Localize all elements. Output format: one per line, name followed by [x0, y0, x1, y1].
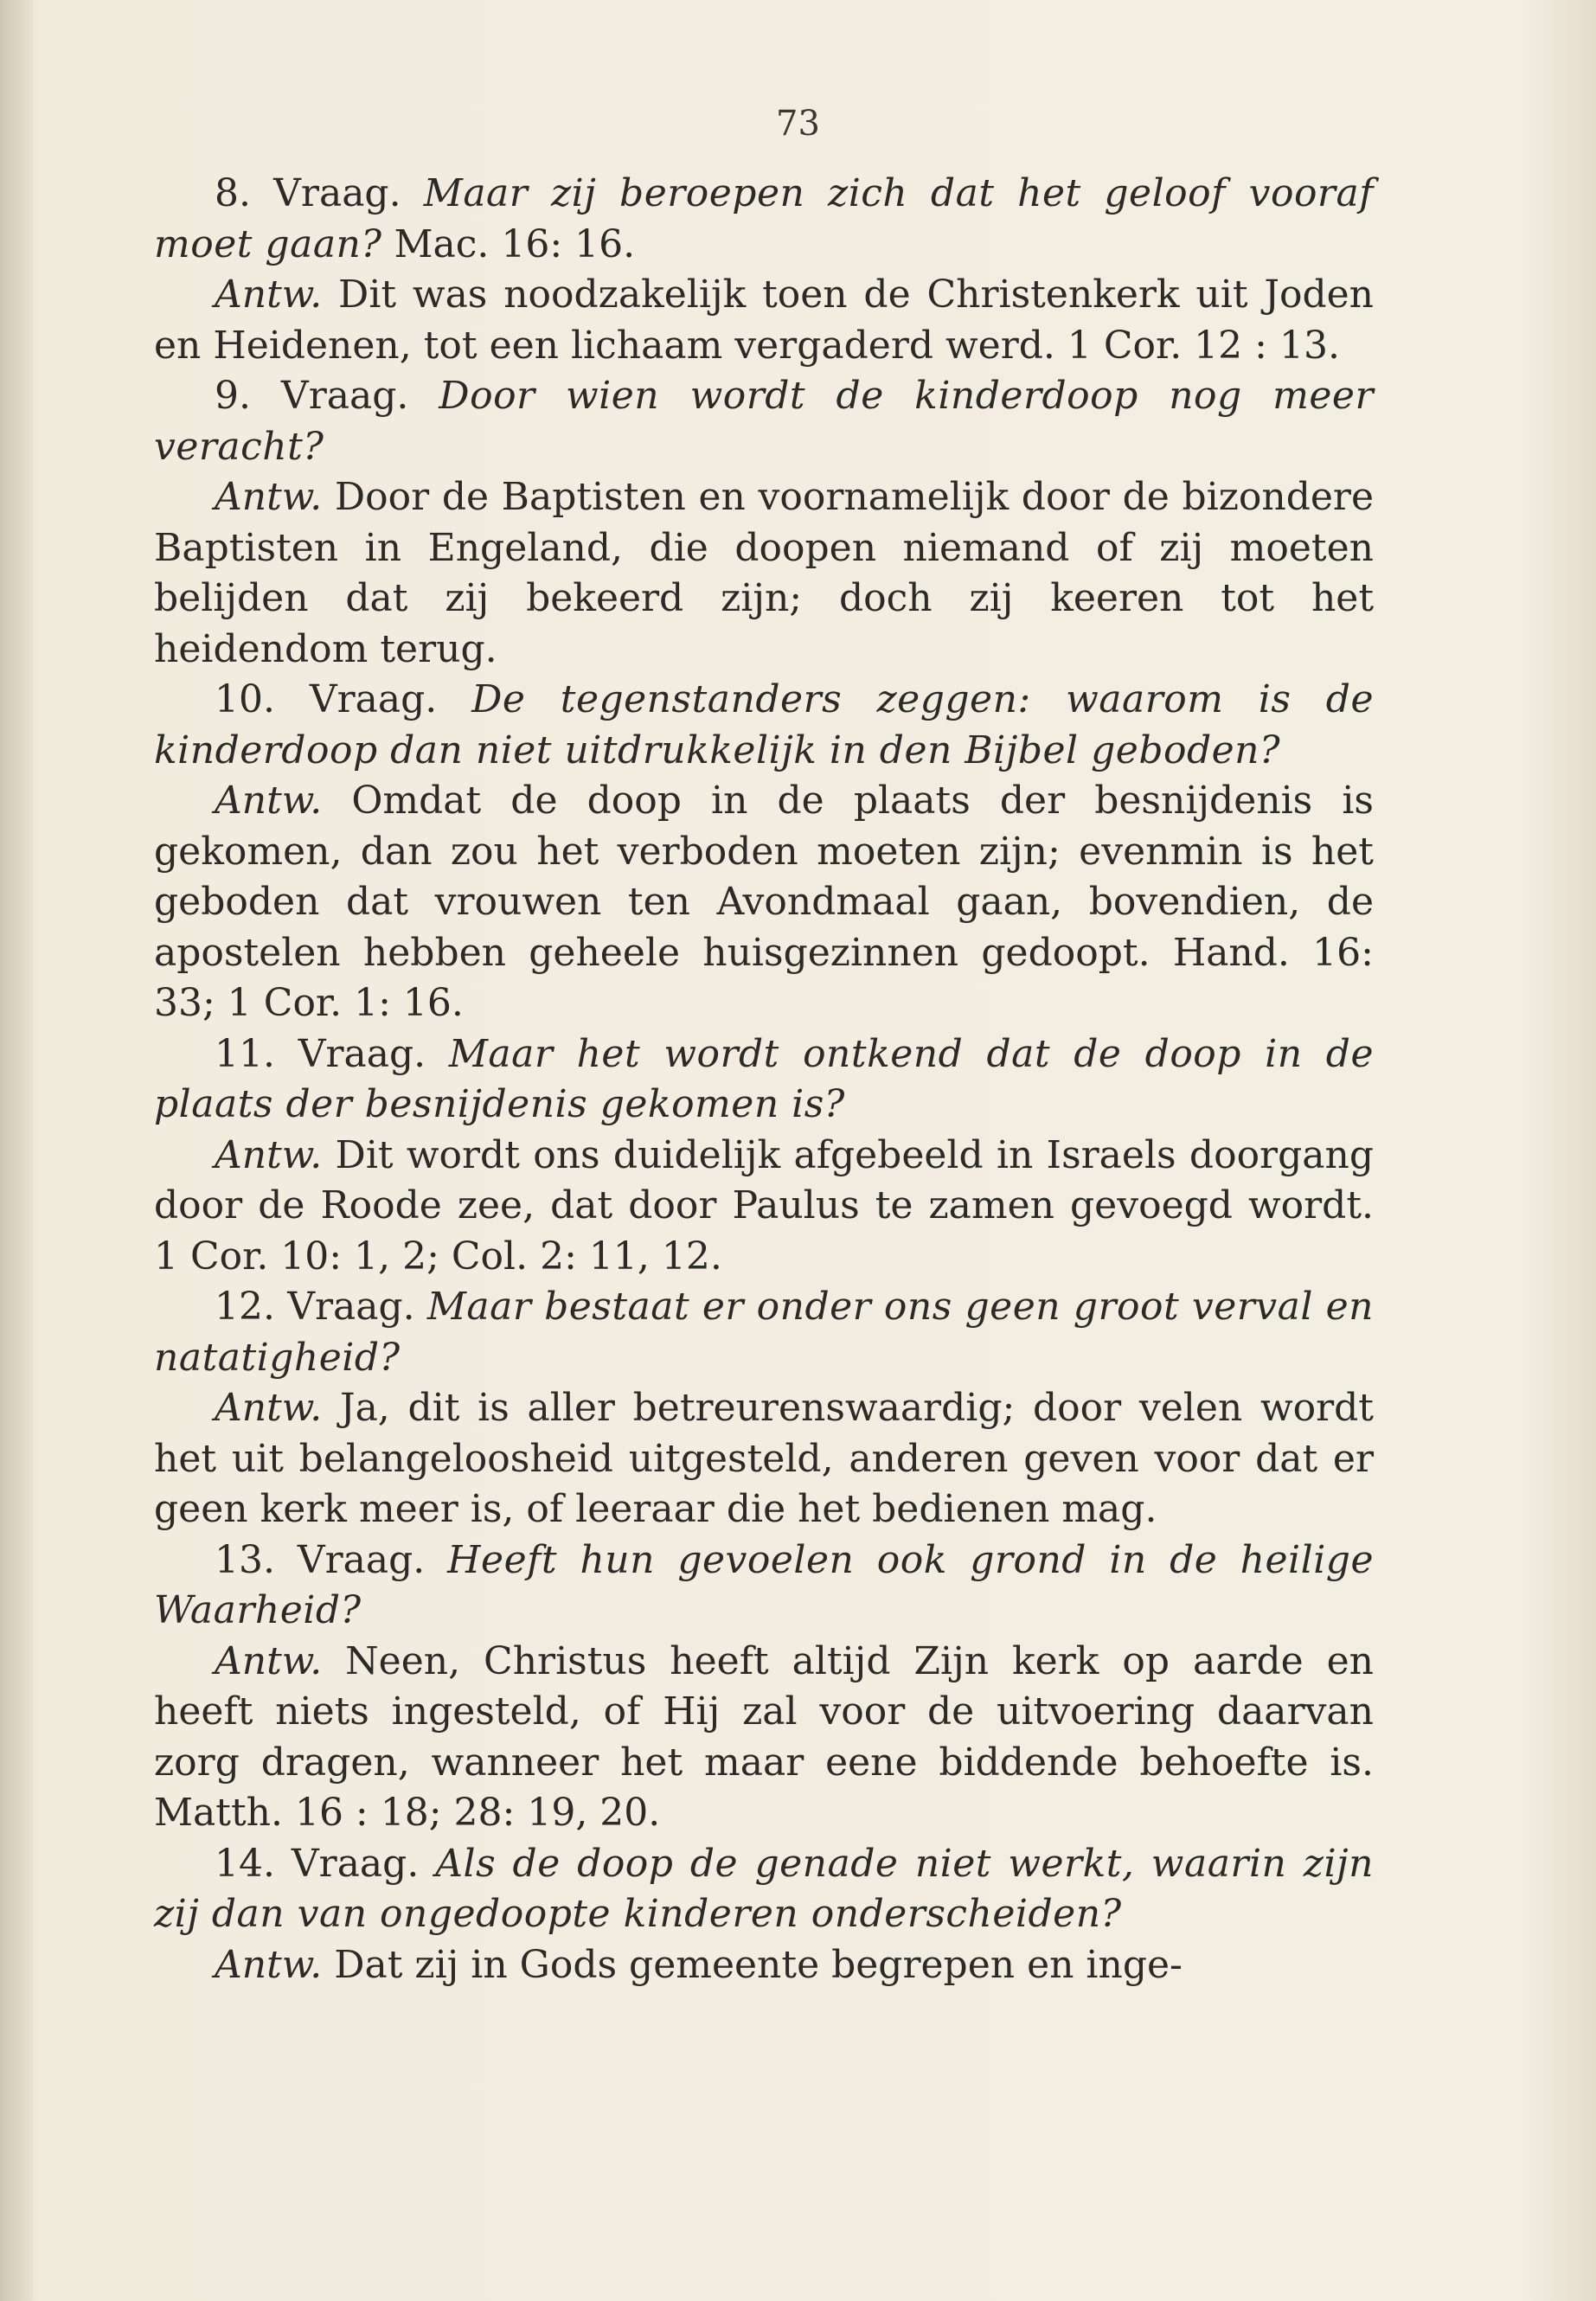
question-label: Vraag.	[287, 1285, 415, 1329]
text-body	[154, 169, 1374, 1990]
question-10	[154, 675, 1374, 776]
question-9	[154, 371, 1374, 472]
answer-text: Door de Baptisten en voornamelijk door de bizondere Baptisten in Engeland, die doopen niemand of zij moeten belijden dat zij bekeerd zijn; doch zij keeren tot het heidendom terug.	[154, 475, 1374, 671]
question-label: Vraag.	[309, 677, 438, 721]
answer-label: Antw.	[215, 1638, 323, 1683]
spine-shadow	[0, 0, 33, 2301]
page-number: 73	[776, 104, 820, 144]
question-text: Heeft hun gevoelen ook grond in de heilige Waarheid?	[154, 1537, 1374, 1632]
question-number: 8.	[215, 171, 251, 215]
question-reference: Mac. 16: 16.	[381, 221, 636, 266]
question-label: Vraag.	[298, 1031, 426, 1076]
question-text: De tegenstanders zeggen: waarom is de kinderdoop dan niet uitdrukkelijk in den Bijbel geboden?	[154, 677, 1374, 772]
answer-10	[154, 776, 1374, 1029]
question-label: Vraag.	[273, 171, 401, 215]
question-text: Door wien wordt de kinderdoop nog meer veracht?	[154, 374, 1374, 469]
answer-label: Antw.	[215, 1386, 323, 1430]
answer-9	[154, 472, 1374, 675]
answer-label: Antw.	[215, 779, 323, 823]
answer-12	[154, 1383, 1374, 1535]
answer-text: Dat zij in Gods gemeente begrepen en inge-	[322, 1942, 1183, 1987]
answer-text: Ja, dit is aller betreurenswaardig; door velen wordt het uit belangeloosheid uitgesteld, anderen geven voor dat er geen kerk meer is, of leeraar die het bedienen mag.	[154, 1386, 1374, 1531]
question-number: 10.	[215, 677, 275, 721]
question-number: 13.	[215, 1537, 275, 1582]
question-number: 12.	[215, 1285, 275, 1329]
answer-8	[154, 270, 1374, 371]
question-12	[154, 1282, 1374, 1383]
question-label: Vraag.	[291, 1841, 420, 1886]
question-8	[154, 169, 1374, 270]
answer-14	[154, 1940, 1374, 1991]
question-label: Vraag.	[297, 1537, 426, 1582]
question-number: 11.	[215, 1031, 275, 1076]
answer-label: Antw.	[215, 475, 323, 519]
answer-label: Antw.	[215, 1942, 323, 1987]
answer-text: Omdat de doop in de plaats der besnijdenis is gekomen, dan zou het verboden moeten zijn; evenmin is het geboden dat vrouwen ten Avondmaal gaan, bovendien, de apostelen hebben geheele huisgezinnen gedoopt. Hand. 16: 33; 1 Cor. 1: 16.	[154, 779, 1374, 1025]
question-number: 9.	[215, 374, 251, 418]
question-text: Maar het wordt ontkend dat de doop in de plaats der besnijdenis gekomen is?	[154, 1031, 1374, 1126]
question-11	[154, 1029, 1374, 1131]
question-label: Vraag.	[280, 374, 409, 418]
answer-11	[154, 1131, 1374, 1283]
answer-text: Neen, Christus heeft altijd Zijn kerk op aarde en heeft niets ingesteld, of Hij zal voor de uitvoering daarvan zorg dragen, wanneer het maar eene biddende behoefte is. Matth. 16 : 18; 28: 19, 20.	[154, 1638, 1374, 1835]
answer-13	[154, 1637, 1374, 1839]
question-13	[154, 1535, 1374, 1637]
question-text: Als de doop de genade niet werkt, waarin zijn zij dan van ongedoopte kinderen onderscheiden?	[154, 1841, 1374, 1936]
question-14	[154, 1839, 1374, 1940]
question-text: Maar bestaat er onder ons geen groot verval en natatigheid?	[154, 1285, 1374, 1380]
answer-label: Antw.	[215, 272, 323, 317]
answer-label: Antw.	[215, 1132, 323, 1177]
question-text: Maar zij beroepen zich dat het geloof vooraf moet gaan?	[154, 171, 1374, 266]
answer-text: Dit wordt ons duidelijk afgebeeld in Israels doorgang door de Roode zee, dat door Paulus te zamen gevoegd wordt. 1 Cor. 10: 1, 2; Col. 2: 11, 12.	[154, 1132, 1374, 1279]
question-number: 14.	[215, 1841, 275, 1886]
answer-text: Dit was noodzakelijk toen de Christenkerk uit Joden en Heidenen, tot een lichaam vergaderd werd. 1 Cor. 12 : 13.	[154, 272, 1374, 368]
